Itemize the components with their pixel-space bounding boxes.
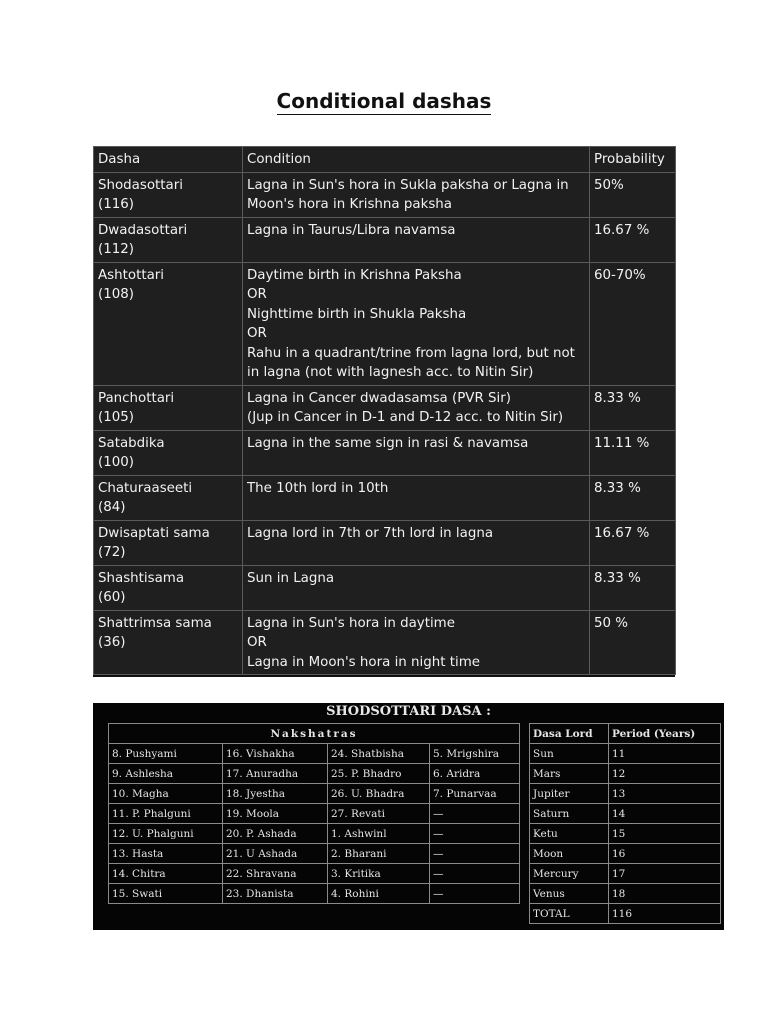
table-row [109, 744, 721, 764]
period-cell: 12 [609, 764, 721, 784]
nakshatra-cell: — [430, 884, 520, 904]
period-cell: 17 [609, 864, 721, 884]
total-value: 116 [609, 904, 721, 924]
table-row [109, 844, 721, 864]
column-gap [520, 884, 530, 904]
condition-cell-line: Daytime birth in Krishna Paksha [247, 267, 462, 283]
dasha-cell-line: Ashtottari [98, 267, 164, 283]
nakshatra-cell: 10. Magha [109, 784, 223, 804]
table-header-row [94, 147, 676, 173]
nakshatra-cell: 27. Revati [328, 804, 430, 824]
period-cell: 15 [609, 824, 721, 844]
condition-cell [243, 565, 590, 610]
nakshatra-cell: 20. P. Ashada [223, 824, 328, 844]
column-gap [520, 844, 530, 864]
period-header: Period (Years) [609, 724, 721, 744]
shodsottari-title: SHODSOTTARI DASA : [326, 704, 491, 719]
condition-cell-line: Lagna in Sun's hora in Sukla paksha or Lagna in [247, 177, 569, 193]
dasa-lord-cell: Saturn [530, 804, 609, 824]
table-row [109, 764, 721, 784]
dasa-lord-cell: Ketu [530, 824, 609, 844]
nakshatra-cell: — [430, 804, 520, 824]
table-row [94, 172, 676, 217]
condition-cell-line: OR [247, 287, 267, 302]
nakshatra-cell: — [430, 844, 520, 864]
condition-cell [243, 217, 590, 262]
dasha-cell [94, 217, 243, 262]
dasha-cell-line: (116) [98, 197, 135, 212]
dasha-cell-line: (84) [98, 500, 126, 515]
nakshatra-cell: 15. Swati [109, 884, 223, 904]
dasha-cell-line: Satabdika [98, 435, 165, 451]
nakshatra-cell: 6. Aridra [430, 764, 520, 784]
probability-cell: 8.33 % [590, 385, 676, 430]
dasha-cell [94, 610, 243, 675]
empty-cell [328, 904, 430, 924]
table-row [94, 262, 676, 385]
table-row [94, 520, 676, 565]
nakshatra-cell: 17. Anuradha [223, 764, 328, 784]
condition-cell [243, 475, 590, 520]
page-title: Conditional dashas [276, 89, 492, 113]
dasha-cell-line: (108) [98, 287, 135, 302]
dasha-cell [94, 172, 243, 217]
nakshatra-cell: 25. P. Bhadro [328, 764, 430, 784]
conditional-dashas-table [93, 146, 675, 677]
nakshatra-cell: 26. U. Bhadra [328, 784, 430, 804]
dasa-lord-cell: Moon [530, 844, 609, 864]
period-cell: 13 [609, 784, 721, 804]
table-row [94, 217, 676, 262]
nakshatra-cell: 23. Dhanista [223, 884, 328, 904]
header-condition: Condition [243, 147, 590, 173]
condition-cell [243, 385, 590, 430]
period-cell: 14 [609, 804, 721, 824]
condition-cell [243, 610, 590, 675]
condition-cell-line: Lagna in the same sign in rasi & navamsa [247, 435, 529, 451]
condition-cell [243, 520, 590, 565]
column-gap [520, 804, 530, 824]
header-dasha: Dasha [94, 147, 243, 173]
condition-cell-line: Lagna in Taurus/Libra navamsa [247, 222, 456, 238]
condition-cell-line: Rahu in a quadrant/trine from lagna lord, but not [247, 345, 575, 361]
table-row [109, 784, 721, 804]
column-gap [520, 764, 530, 784]
total-label: TOTAL [530, 904, 609, 924]
condition-cell [243, 172, 590, 217]
dasha-cell-line: (100) [98, 455, 135, 470]
table-row [94, 385, 676, 430]
empty-cell [109, 904, 223, 924]
dasa-lord-cell: Sun [530, 744, 609, 764]
dasa-lord-cell: Mercury [530, 864, 609, 884]
condition-cell-line: Nighttime birth in Shukla Paksha [247, 306, 467, 322]
dasa-lord-cell: Venus [530, 884, 609, 904]
probability-cell: 11.11 % [590, 430, 676, 475]
nakshatra-cell: 4. Rohini [328, 884, 430, 904]
condition-cell-line: in lagna (not with lagnesh acc. to Nitin Sir) [247, 365, 534, 380]
dasha-cell [94, 262, 243, 385]
period-cell: 11 [609, 744, 721, 764]
table-row [94, 430, 676, 475]
dasha-cell [94, 385, 243, 430]
dasha-cell [94, 520, 243, 565]
condition-cell-line: The 10th lord in 10th [247, 480, 389, 496]
table-row [109, 884, 721, 904]
probability-cell: 8.33 % [590, 565, 676, 610]
header-probability: Probability [590, 147, 676, 173]
condition-cell [243, 430, 590, 475]
table-header-row [109, 724, 721, 744]
probability-cell: 16.67 % [590, 217, 676, 262]
column-gap [520, 824, 530, 844]
empty-cell [223, 904, 328, 924]
table-row [94, 475, 676, 520]
nakshatra-cell: 18. Jyestha [223, 784, 328, 804]
dasha-cell-line: (105) [98, 410, 135, 425]
probability-cell: 16.67 % [590, 520, 676, 565]
probability-cell: 50 % [590, 610, 676, 675]
shodsottari-dasa-image [93, 703, 724, 930]
dasha-cell-line: Shashtisama [98, 570, 185, 586]
condition-cell-line: Sun in Lagna [247, 570, 335, 586]
dasha-cell-line: (112) [98, 242, 135, 257]
nakshatra-cell: 5. Mrigshira [430, 744, 520, 764]
dasha-cell-line: Panchottari [98, 390, 175, 406]
dasha-cell-line: (72) [98, 545, 126, 560]
nakshatra-cell: 12. U. Phalguni [109, 824, 223, 844]
period-cell: 16 [609, 844, 721, 864]
nakshatra-cell: 16. Vishakha [223, 744, 328, 764]
dasha-cell-line: Shodasottari [98, 177, 183, 193]
condition-cell-line: Lagna in Moon's hora in night time [247, 654, 480, 670]
table-row [94, 565, 676, 610]
condition-cell-line: (Jup in Cancer in D-1 and D-12 acc. to Nitin Sir) [247, 410, 564, 425]
empty-cell [520, 904, 530, 924]
nakshatra-cell: 24. Shatbisha [328, 744, 430, 764]
nakshatra-cell: 2. Bharani [328, 844, 430, 864]
table-row [109, 864, 721, 884]
table-row [109, 824, 721, 844]
nakshatra-cell: 22. Shravana [223, 864, 328, 884]
probability-cell: 60-70% [590, 262, 676, 385]
column-gap [520, 784, 530, 804]
nakshatras-header: Nakshatras [109, 724, 520, 744]
dasha-cell-line: (60) [98, 590, 126, 605]
nakshatra-cell: 14. Chitra [109, 864, 223, 884]
total-row [109, 904, 721, 924]
nakshatra-cell: 8. Pushyami [109, 744, 223, 764]
nakshatra-cell: 3. Kritika [328, 864, 430, 884]
condition-cell [243, 262, 590, 385]
condition-cell-line: OR [247, 635, 267, 650]
dasha-cell [94, 475, 243, 520]
column-gap [520, 724, 530, 744]
nakshatra-cell: 19. Moola [223, 804, 328, 824]
condition-cell-line: Moon's hora in Krishna paksha [247, 197, 452, 212]
table-row [109, 804, 721, 824]
probability-cell: 8.33 % [590, 475, 676, 520]
nakshatra-cell: 11. P. Phalguni [109, 804, 223, 824]
table-row [94, 610, 676, 675]
column-gap [520, 864, 530, 884]
nakshatra-cell: 1. Ashwinl [328, 824, 430, 844]
period-cell: 18 [609, 884, 721, 904]
nakshatra-cell: — [430, 824, 520, 844]
dasha-cell [94, 565, 243, 610]
dasa-lord-cell: Jupiter [530, 784, 609, 804]
condition-cell-line: Lagna lord in 7th or 7th lord in lagna [247, 525, 494, 541]
condition-cell-line: Lagna in Sun's hora in daytime [247, 615, 455, 631]
nakshatra-cell: 9. Ashlesha [109, 764, 223, 784]
column-gap [520, 744, 530, 764]
probability-cell: 50% [590, 172, 676, 217]
nakshatra-cell: 7. Punarvaa [430, 784, 520, 804]
dasha-cell-line: Dwadasottari [98, 222, 188, 238]
dasa-lord-header: Dasa Lord [530, 724, 609, 744]
dasha-cell-line: Dwisaptati sama [98, 525, 210, 541]
dasha-cell-line: Chaturaaseeti [98, 480, 193, 496]
nakshatra-cell: 21. U Ashada [223, 844, 328, 864]
dasha-cell-line: (36) [98, 635, 126, 650]
nakshatra-cell: — [430, 864, 520, 884]
dasha-cell-line: Shattrimsa sama [98, 615, 212, 631]
dasa-lord-cell: Mars [530, 764, 609, 784]
nakshatra-cell: 13. Hasta [109, 844, 223, 864]
empty-cell [430, 904, 520, 924]
dasha-cell [94, 430, 243, 475]
condition-cell-line: OR [247, 326, 267, 341]
condition-cell-line: Lagna in Cancer dwadasamsa (PVR Sir) [247, 390, 511, 406]
